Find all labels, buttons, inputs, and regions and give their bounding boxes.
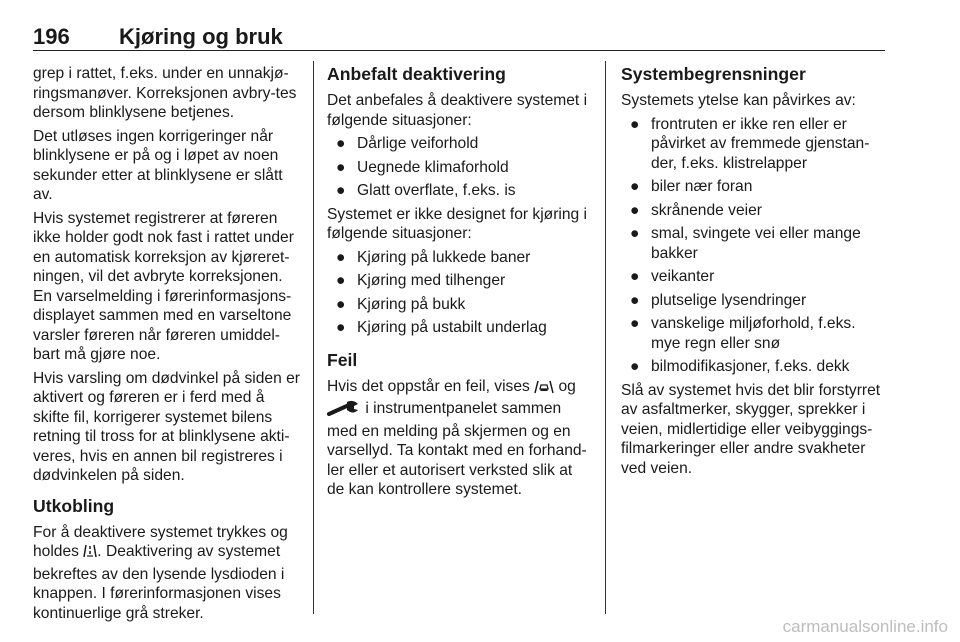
list-item — [621, 267, 888, 287]
list-item — [621, 357, 888, 377]
list-item-text: plutselige lysendringer — [651, 291, 807, 309]
list-item-text: veikanter — [651, 268, 715, 285]
column-divider-1 — [313, 61, 314, 614]
column-1 — [33, 64, 301, 627]
list-item-text: Kjøring på ustabilt underlag — [357, 319, 547, 336]
bullet-list — [327, 248, 593, 338]
section-heading-systembegrensninger: Systembegrensninger — [621, 64, 806, 84]
bullet-icon: ● — [630, 358, 640, 375]
bullet-icon: ● — [336, 272, 346, 289]
list-item — [621, 314, 888, 353]
bullet-icon: ● — [336, 158, 346, 176]
list-item-text: smal, svingete vei eller mange bakker — [651, 225, 861, 262]
paragraph: Slå av systemet hvis det blir forstyrret av asfaltmerker, skygger, sprekker i veien, midlertidige eller veibyggings-filmarkeringer eller andre svakheter ved veien. — [621, 381, 881, 477]
section-heading-anbefalt: Anbefalt deaktivering — [327, 64, 506, 84]
column-divider-2 — [605, 61, 606, 614]
list-item — [621, 291, 888, 311]
list-item — [621, 115, 888, 174]
list-item — [327, 158, 593, 178]
column-3 — [621, 64, 888, 482]
paragraph: Det utløses ingen korrigeringer når blinklysene er på og i løpet av noen sekunder etter at blinklysene er slått av. — [33, 127, 283, 203]
paragraph-text: Hvis det oppstår en feil, vises — [327, 377, 530, 395]
paragraph-text: i instrumentpanelet sammen med en melding på skjermen og en varsellyd. Ta kontakt med en forhand-ler eller et autorisert verksted slik at de kan kontrollere systemet. — [327, 400, 587, 498]
page-number: 196 — [33, 24, 70, 49]
bullet-icon: ● — [336, 135, 346, 152]
paragraph: Hvis systemet registrerer at føreren ikke holder godt nok fast i rattet under en automatisk korreksjon av kjøreret-ningen, vil det avbryte korreksjonen. — [33, 209, 294, 285]
bullet-icon: ● — [630, 291, 640, 309]
list-item-text: vanskelige miljøforhold, f.eks. mye regn eller snø — [651, 315, 856, 352]
paragraph-text: og — [558, 377, 576, 395]
bullet-icon: ● — [630, 115, 640, 133]
list-item — [327, 271, 593, 291]
list-item — [621, 201, 888, 221]
list-item — [327, 295, 593, 315]
paragraph — [327, 377, 593, 500]
paragraph: Systemets ytelse kan påvirkes av: — [621, 92, 856, 109]
list-item-text: Kjøring på bukk — [357, 295, 466, 313]
list-item — [327, 248, 593, 268]
bullet-icon: ● — [630, 315, 640, 332]
list-item-text: bilmodifikasjoner, f.eks. dekk — [651, 358, 850, 375]
list-item — [621, 224, 888, 263]
paragraph: En varselmelding i førerinformasjons-displayet sammen med en varseltone varsler føreren når føreren umiddel-bart må gjøre noe. — [33, 287, 292, 363]
bullet-icon: ● — [630, 201, 640, 219]
list-item — [327, 181, 593, 201]
paragraph: Systemet er ikke designet for kjøring i følgende situasjoner: — [327, 205, 587, 242]
paragraph-text: For å deaktivere systemet trykkes og holdes — [33, 523, 288, 560]
list-item-text: Uegnede klimaforhold — [357, 158, 509, 176]
column-2 — [327, 64, 593, 504]
bullet-icon: ● — [630, 178, 640, 195]
bullet-icon: ● — [336, 295, 346, 313]
paragraph: Det anbefales å deaktivere systemet i følgende situasjoner: — [327, 92, 588, 129]
list-item — [327, 134, 593, 154]
paragraph — [33, 523, 301, 624]
list-item — [327, 318, 593, 338]
bullet-list — [327, 134, 593, 201]
list-item-text: biler nær foran — [651, 178, 753, 195]
lane-keep-icon — [83, 543, 97, 565]
list-item-text: Kjøring på lukkede baner — [357, 248, 531, 266]
section-heading-utkobling: Utkobling — [33, 495, 115, 516]
bullet-icon: ● — [630, 268, 640, 285]
list-item — [621, 177, 888, 197]
list-item-text: Dårlige veiforhold — [357, 135, 479, 152]
list-item-text: Glatt overflate, f.eks. is — [357, 182, 516, 199]
watermark: carmanualsonline.info — [782, 617, 948, 636]
bullet-icon: ● — [336, 182, 346, 199]
section-heading-feil: Feil — [327, 349, 358, 370]
list-item-text: frontruten er ikke ren eller er påvirket av fremmede gjenstan-der, f.eks. klistrelapper — [651, 115, 870, 172]
bullet-list — [621, 115, 888, 377]
page-header — [33, 24, 885, 50]
wrench-icon — [327, 400, 361, 422]
list-item-text: Kjøring med tilhenger — [357, 272, 506, 289]
header-rule — [33, 50, 885, 51]
paragraph: Hvis varsling om dødvinkel på siden er aktivert og føreren er i ferd med å skifte fil, korrigerer systemet bilens retning til tross for at blinklysene akti-veres, hvis en annen bil registreres i dødvinkelen på siden. — [33, 369, 300, 484]
bullet-icon: ● — [630, 225, 640, 242]
list-item-text: skrånende veier — [651, 201, 762, 219]
bullet-icon: ● — [336, 248, 346, 266]
paragraph: grep i rattet, f.eks. under en unnakjø-ringsmanøver. Korreksjonen avbry-tes dersom blinklysene betjenes. — [33, 65, 297, 121]
paragraph-text: . Deaktivering av systemet bekreftes av den lysende lysdioden i knappen. I førerinformasjonen vises kontinuerlige grå streker. — [33, 543, 285, 622]
bullet-icon: ● — [336, 319, 346, 336]
car-lane-icon — [534, 378, 554, 400]
page-title: Kjøring og bruk — [119, 24, 283, 49]
